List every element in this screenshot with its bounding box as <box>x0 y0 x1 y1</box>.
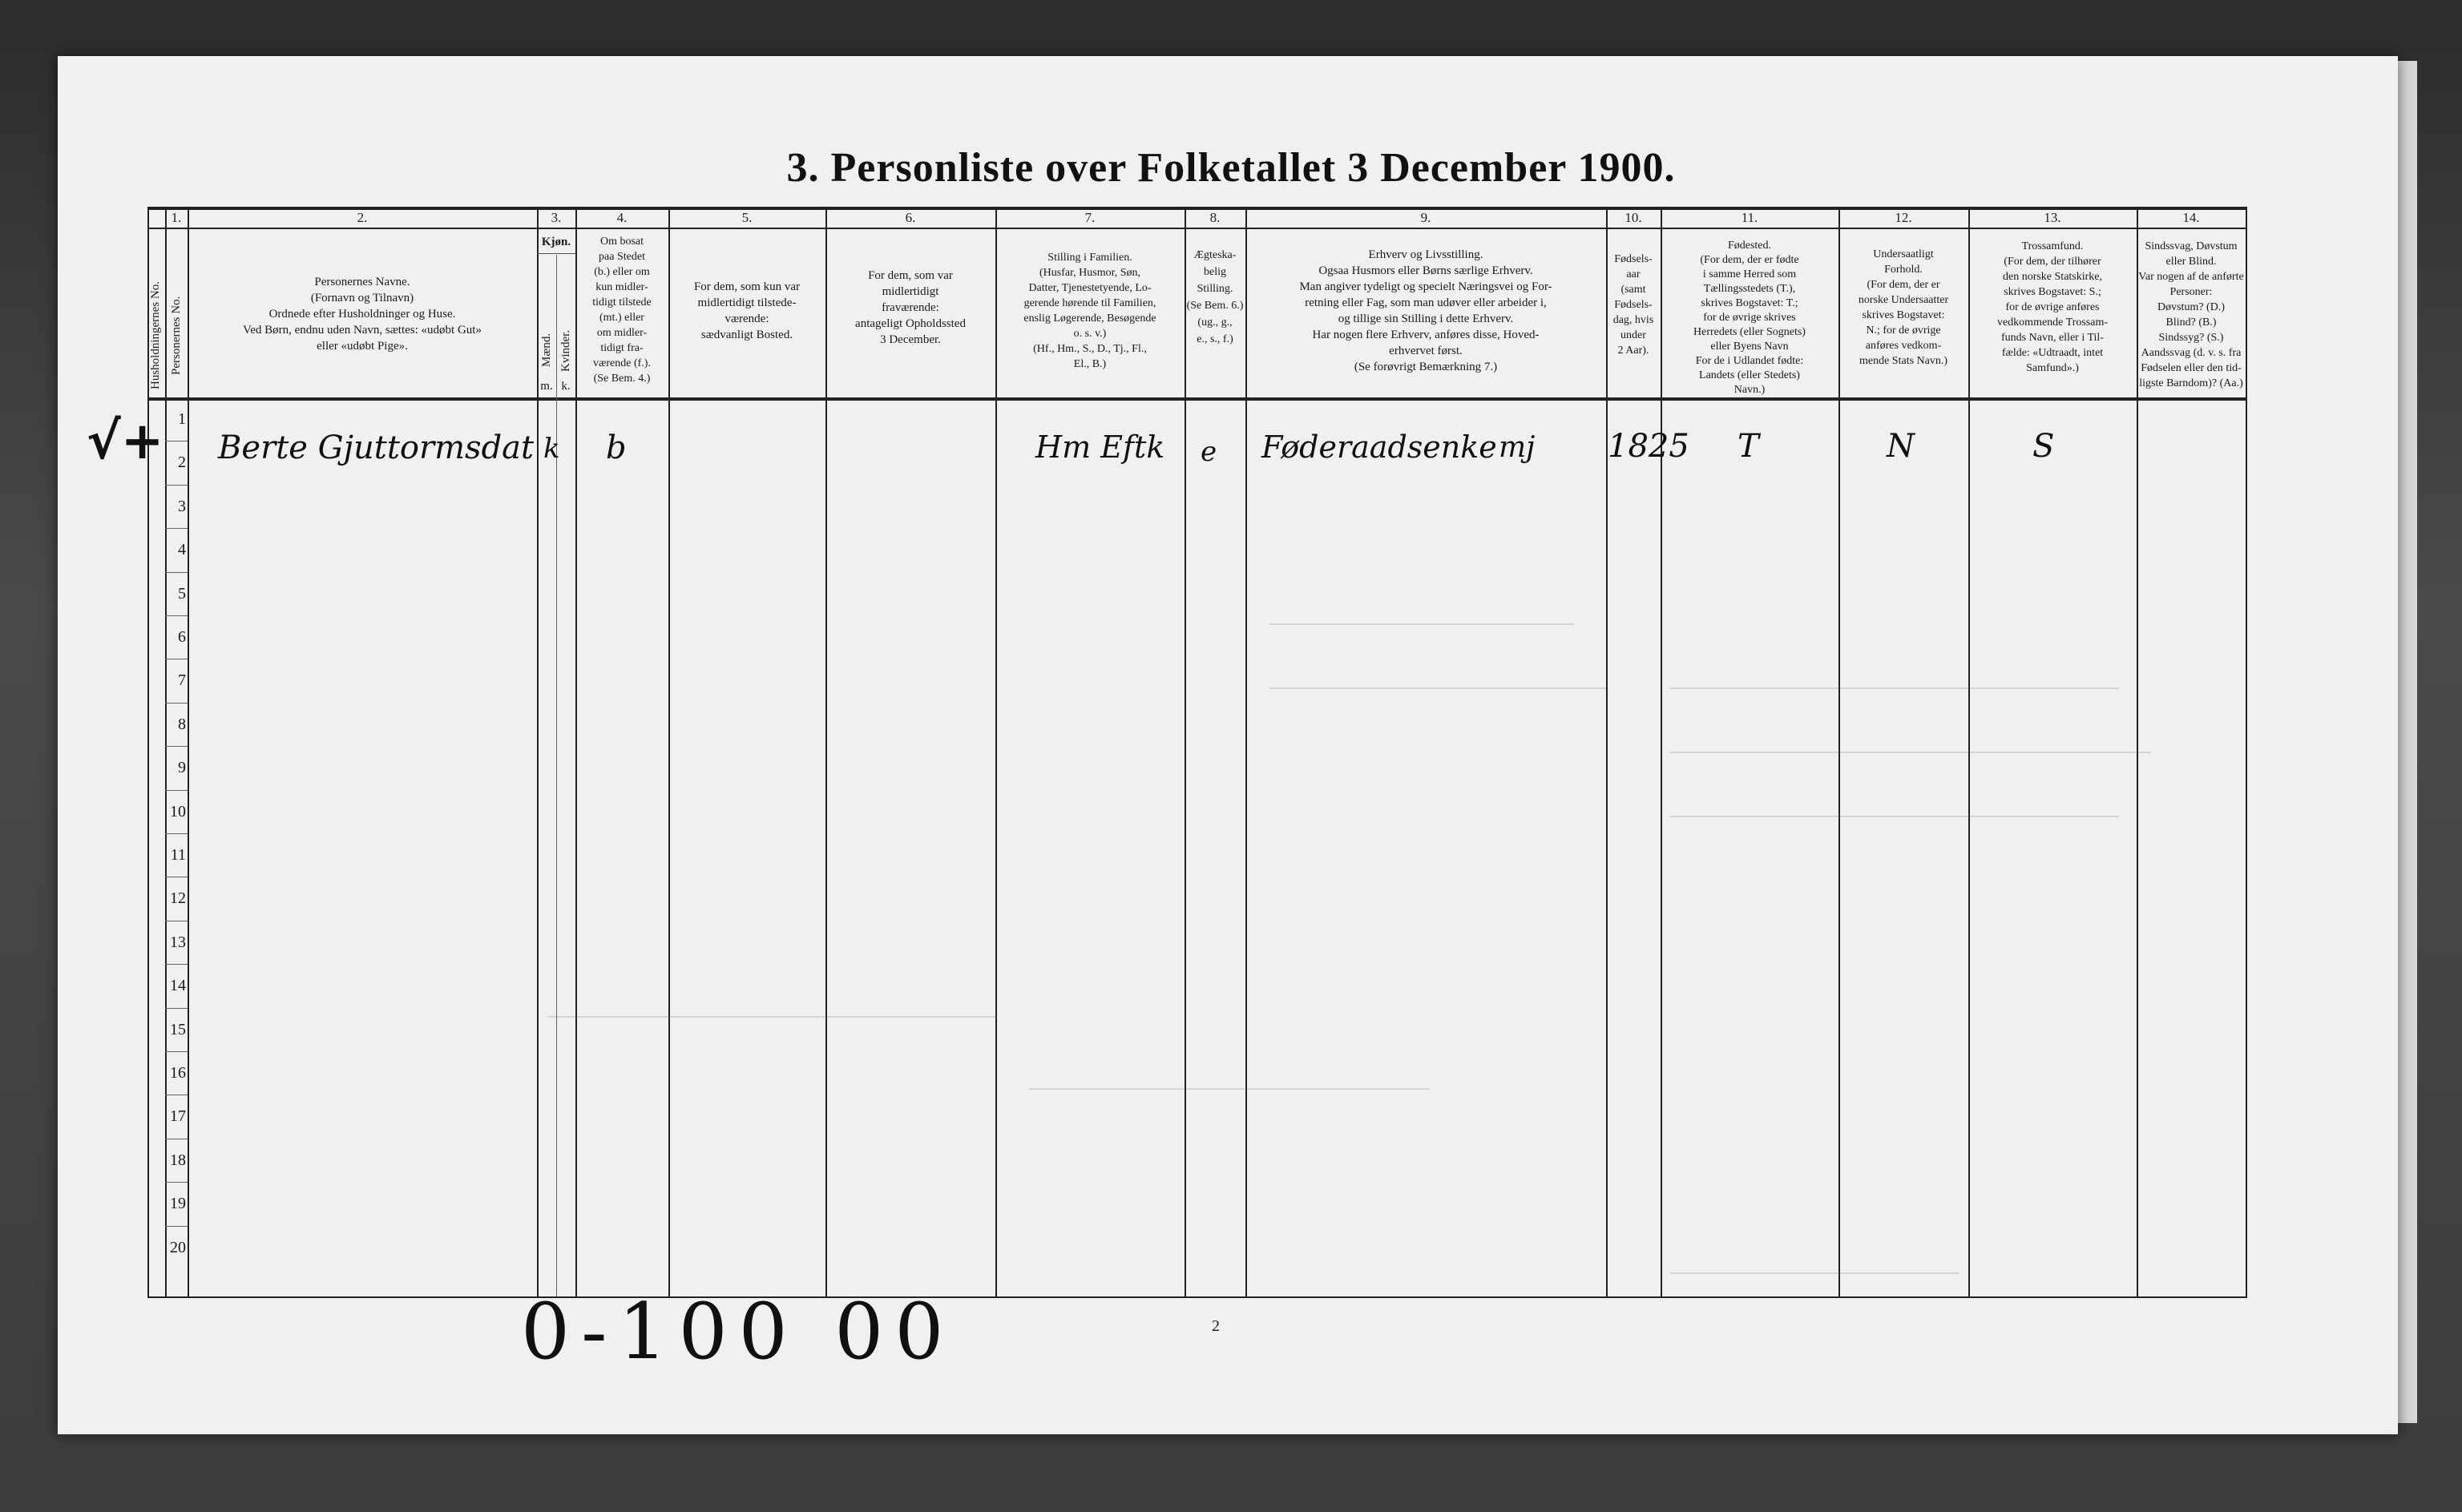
disability-header: Sindssvag, Døvstum eller Blind. Var nogen af de anførte Personer: Døvstum? (D.) Blind? (B.) Sindssyg? (S.) Aandssvag (d. v. s. fra Fødselen eller den tid- ligste Barndom)? (Aa.) <box>2138 240 2244 389</box>
census-table <box>147 207 2247 1296</box>
show-through <box>1670 816 2119 817</box>
family-position-header: Stilling i Familien. (Husfar, Husmor, Søn, Datter, Tjenestetyende, Lo- gerende hørende til Familien, enslig Løgerende, Besøgende o. s. v.) (Hf., Hm., S., D., Tj., Fl., El., B.) <box>1023 252 1156 370</box>
row-rule <box>165 485 188 486</box>
religion-header: Trossamfund. (For dem, der tilhører den norske Statskirke, skrives Bogstavet: S.; for de øvrige anføres vedkommende Trossam- funds Navn, eller i Til- fælde: «Udtraadt, intet Samfund».) <box>1996 240 2109 374</box>
column-number: 14. <box>2182 210 2200 225</box>
row-number: 13 <box>170 933 186 951</box>
column-number: 8. <box>1209 210 1221 225</box>
row-rule <box>165 615 188 616</box>
female-header: Kvinder. <box>559 329 572 372</box>
person-number-header: Personernes No. <box>170 296 183 375</box>
marital-status-header: Ægteska- belig Stilling. (Se Bem. 6.) (ug., g., e., s., f.) <box>1186 249 1244 345</box>
residence-header: Om bosat paa Stedet (b.) eller om kun midler- tidigt tilstede (mt.) eller om midler- tidigt fra- værende (f.). (Se Bem. 4.) <box>592 236 652 385</box>
birthplace-header: Fødested. (For dem, der er fødte i samme Herred som Tællingsstedets (T.), skrives Bogstavet: T.; for de øvrige skrives Herredets (eller Sognets) eller Byens Navn For de i Udlandet fødte: Landets (eller Stedets) Navn.) <box>1693 240 1806 396</box>
entry-birth-year: 1825 <box>1608 428 1689 465</box>
row-number: 5 <box>178 584 186 603</box>
show-through <box>1269 687 1606 689</box>
row-rule <box>165 833 188 834</box>
row-number: 6 <box>178 628 186 646</box>
row-number: 20 <box>170 1238 186 1256</box>
show-through <box>1670 752 2151 753</box>
column-line <box>1185 207 1186 1296</box>
column-number: 12. <box>1895 210 1912 225</box>
row-number: 18 <box>170 1151 186 1169</box>
column-number: 11. <box>1741 210 1758 225</box>
row-rule <box>165 528 188 529</box>
entry-citizenship: N <box>1887 428 1915 465</box>
table-bottom-rule <box>147 1296 2247 1298</box>
row-rule <box>165 790 188 791</box>
row-number: 4 <box>178 541 186 559</box>
row-number: 7 <box>178 671 186 690</box>
bottom-handwritten-code: 0-100 00 <box>521 1287 955 1377</box>
row-number: 2 <box>178 454 186 472</box>
row-number: 17 <box>170 1107 186 1126</box>
row-number: 8 <box>178 715 186 733</box>
usual-residence-header: For dem, som kun var midlertidigt tilstede- værende: sædvanligt Bosted. <box>693 280 801 341</box>
show-through <box>1670 1272 1959 1274</box>
column-line <box>537 207 539 1296</box>
column-number: 9. <box>1420 210 1431 225</box>
entry-occupation-mark: mj <box>1499 431 1536 464</box>
column-number: 10. <box>1625 210 1642 225</box>
row-number: 19 <box>170 1195 186 1213</box>
row-rule <box>165 441 188 442</box>
page-title: 3. Personliste over Folketallet 3 December 1900. <box>786 145 1676 191</box>
show-through <box>1029 1088 1430 1090</box>
citizenship-header: Undersaatligt Forhold. (For dem, der er norske Undersaatter skrives Bogstavet: N.; for de øvrige anføres vedkom- mende Stats Navn.) <box>1858 248 1949 367</box>
entry-residence: b <box>606 429 627 466</box>
column-number: 13. <box>2044 210 2061 225</box>
column-line <box>1245 207 1247 1296</box>
entry-religion: S <box>2032 428 2055 465</box>
column-line <box>556 255 557 1296</box>
entry-family-position: Hm Eftk <box>1035 429 1165 465</box>
sex-header-rule <box>537 253 575 254</box>
column-number: 2. <box>357 210 368 225</box>
row-rule <box>165 1226 188 1227</box>
show-through <box>1670 687 2119 689</box>
show-through <box>1269 623 1574 625</box>
row-number: 10 <box>170 802 186 821</box>
names-header: Personernes Navne. (Fornavn og Tilnavn) Ordnede efter Husholdninger og Huse. Ved Børn, endnu uden Navn, sættes: «udøbt Gut» eller «udøbt Pige». <box>243 276 482 353</box>
female-subheader: k. <box>561 380 571 393</box>
row-number: 15 <box>170 1020 186 1038</box>
column-line <box>825 207 827 1296</box>
row-number: 9 <box>178 759 186 777</box>
row-number: 12 <box>170 889 186 908</box>
column-line <box>2246 207 2247 1296</box>
row-number: 1 <box>178 410 186 428</box>
column-number: 7. <box>1084 210 1096 225</box>
occupation-header: Erhverv og Livsstilling. Ogsaa Husmors eller Børns særlige Erhverv. Man angiver tydeligt og specielt Næringsvei og For- retning eller Fag, som man udøver eller arbeider i, og tillige sin Stilling i dette Erhverv. Har nogen flere Erhverv, anføres disse, Hoved- erhvervet først. (Se forøvrigt Bemærkning 7.) <box>1299 248 1552 373</box>
row-rule <box>165 703 188 704</box>
temporary-location-header: For dem, som var midlertidigt fraværende: antageligt Opholdssted 3 December. <box>855 269 966 346</box>
sex-header: Kjøn. <box>541 236 571 248</box>
row-number: 16 <box>170 1064 186 1082</box>
entry-sex: k <box>543 433 560 465</box>
margin-check-mark: √+ <box>87 412 164 471</box>
row-rule <box>165 964 188 965</box>
entry-marital-status: e <box>1201 436 1217 468</box>
row-rule <box>165 746 188 747</box>
page-number: 2 <box>1212 1317 1220 1335</box>
column-number: 4. <box>616 210 628 225</box>
column-number: 5. <box>741 210 753 225</box>
column-line <box>188 207 189 1296</box>
column-line <box>165 207 167 1296</box>
column-number-rule <box>147 228 2247 229</box>
row-rule <box>165 572 188 573</box>
row-number: 14 <box>170 977 186 995</box>
male-subheader: m. <box>540 380 553 393</box>
entry-occupation: Føderaadsenke <box>1261 429 1497 465</box>
male-header: Mænd. <box>540 333 553 367</box>
row-rule <box>165 1051 188 1052</box>
header-bottom-rule <box>147 397 2247 401</box>
entry-birthplace: T <box>1738 428 1759 465</box>
column-line <box>1606 207 1608 1296</box>
entry-name: Berte Gjuttormsdat <box>218 429 535 466</box>
household-number-header: Husholdningernes No. <box>149 281 162 389</box>
row-rule <box>165 1008 188 1009</box>
show-through <box>548 1016 997 1018</box>
column-number: 1. <box>171 210 182 225</box>
column-number: 3. <box>551 210 562 225</box>
row-rule <box>165 1182 188 1183</box>
birth-year-header: Fødsels- aar (samt Fødsels- dag, hvis under 2 Aar). <box>1612 253 1654 357</box>
column-line <box>668 207 670 1296</box>
row-number: 11 <box>170 846 186 864</box>
column-number: 6. <box>905 210 916 225</box>
row-number: 3 <box>178 497 186 515</box>
